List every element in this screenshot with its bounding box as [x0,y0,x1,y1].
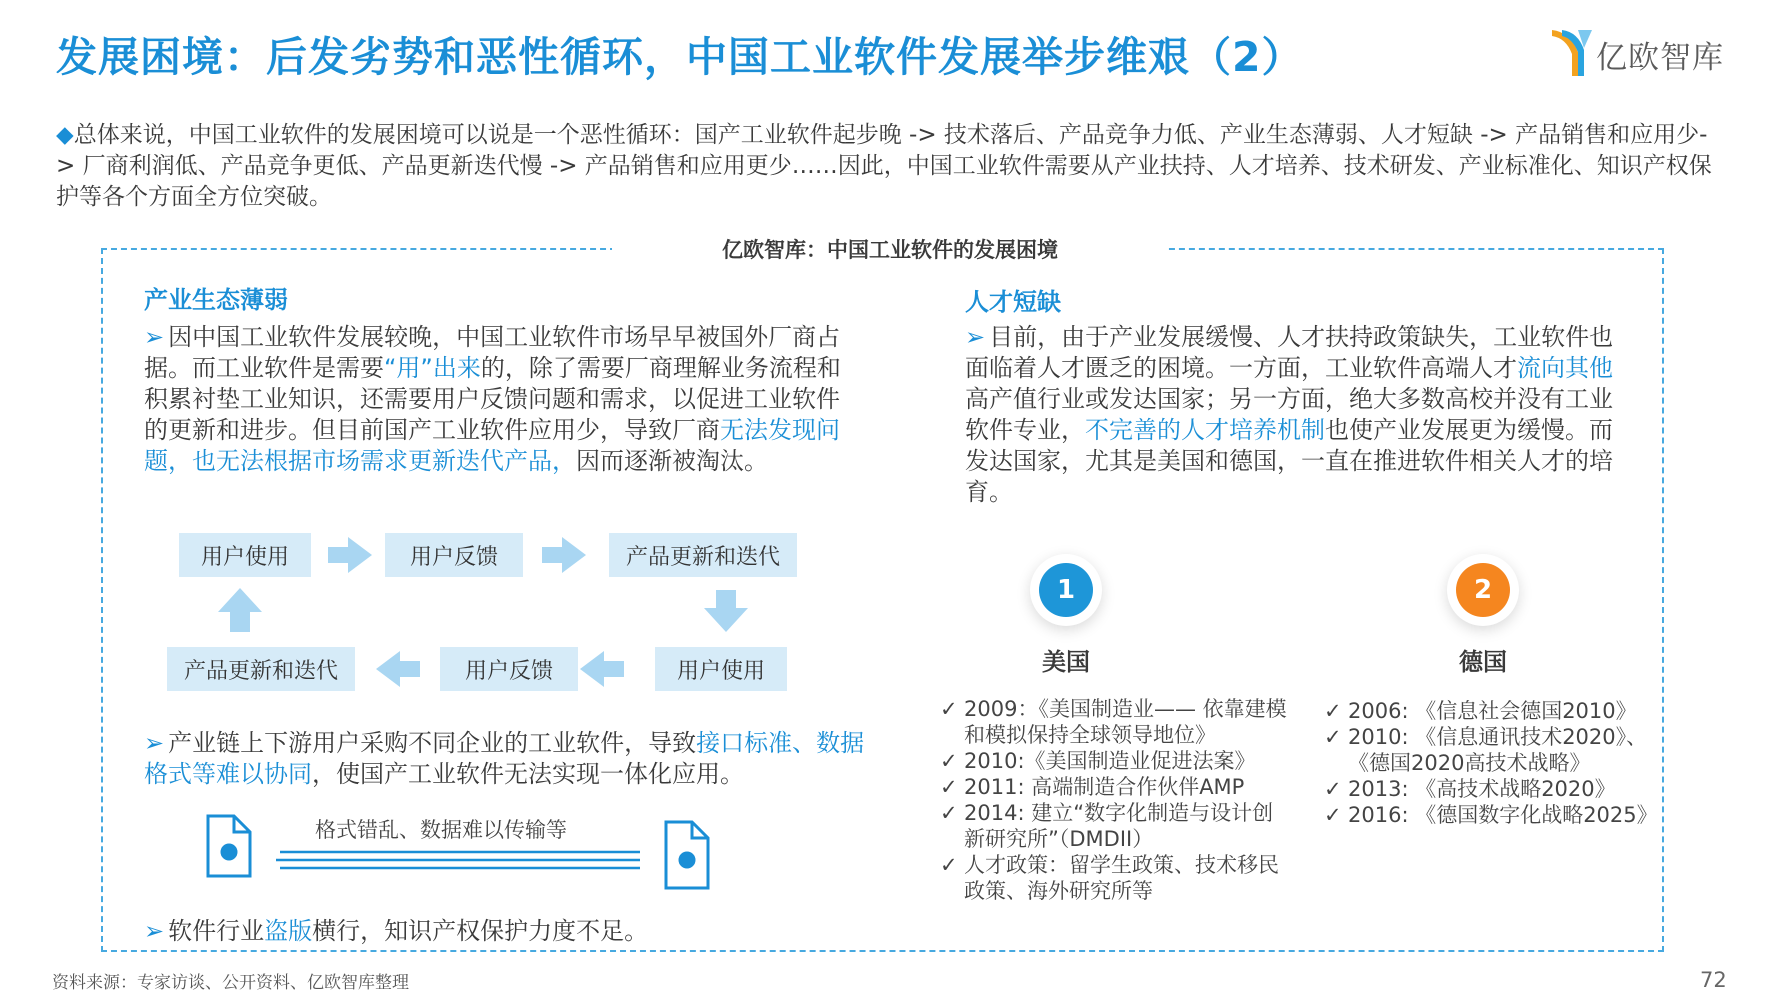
logo-text: 亿欧智库 [1596,40,1724,76]
list-item: ✓ 2016: 《德国数字化战略2025》 [1324,803,1658,827]
list-item: ✓ 2011: 高端制造合作伙伴AMP [940,775,1245,799]
talent-paragraph: ➢ 目前，由于产业发展缓慢、人才扶持政策缺失，工业软件也面临着人才匮乏的困境。一方面，工业软件高端人才流向其他高产值行业或发达国家；另一方面，绝大多数高校并没有工业软件专业，不完善的人才培养机制也使产业发展更为缓慢。而发达国家，尤其是美国和德国，一直在推进软件相关人才的培育。 [965,323,1614,506]
source-note: 资料来源：专家访谈、公开资料、亿欧智库整理 [52,973,409,993]
ecosystem-paragraph-3: ➢ 软件行业盗版横行，知识产权保护力度不足。 [144,917,649,945]
document-gear-icon [208,816,250,876]
logo [1548,26,1748,82]
flow-arrow-left-icon [376,651,420,687]
list-item: ✓ 2010:《美国制造业促进法案》 [940,749,1256,773]
list-item: ✓ 2013: 《高技术战略2020》 [1324,777,1616,801]
arrow-bullet-icon: ➢ [144,917,165,945]
section-heading-ecosystem: 产业生态薄弱 [144,286,288,314]
flow-arrow-right-icon [328,537,372,573]
check-icon: ✓ [1324,777,1342,801]
logo-mark-icon [1548,26,1594,78]
ecosystem-paragraph-2: ➢ 产业链上下游用户采购不同企业的工业软件，导致接口标准、数据格式等难以协同，使国产工业软件无法实现一体化应用。 [144,729,865,788]
flow-arrow-left-icon [580,651,624,687]
arrow-bullet-icon: ➢ [144,729,165,757]
check-icon: ✓ [940,697,958,721]
flow-arrows [0,0,900,760]
flow-box-product-update-bottom: 产品更新和迭代 [167,647,355,691]
check-icon: ✓ [940,749,958,773]
list-item: ✓ 2006: 《信息社会德国2010》 [1324,699,1637,723]
usa-policy-list [940,696,1290,904]
section-heading-talent: 人才短缺 [965,288,1061,316]
flow-box-user-feedback-top: 用户反馈 [385,533,523,577]
flow-box-user-use-top: 用户使用 [179,533,311,577]
transfer-label: 格式错乱、数据难以传输等 [315,818,567,842]
check-icon: ✓ [940,775,958,799]
page-title: 发展困境：后发劣势和恶性循环，中国工业软件发展举步维艰（2） [56,33,1304,81]
frame-title: 亿欧智库：中国工业软件的发展困境 [722,238,1058,262]
germany-label: 德国 [1459,648,1507,676]
flow-box-user-feedback-bottom: 用户反馈 [440,647,578,691]
germany-policy-list [1324,698,1664,828]
check-icon: ✓ [1324,725,1342,749]
page-number: 72 [1700,968,1727,992]
germany-number-badge: 2 [1447,554,1519,626]
check-icon: ✓ [940,853,958,877]
check-icon: ✓ [1324,803,1342,827]
arrow-bullet-icon: ➢ [965,323,986,351]
check-icon: ✓ [1324,699,1342,723]
ecosystem-paragraph-1: ➢ 因中国工业软件发展较晚，中国工业软件市场早早被国外厂商占据。而工业软件是需要“用”出来的，除了需要厂商理解业务流程和积累衬垫工业知识，还需要用户反馈问题和需求，以促进工业软件的更新和进步。但目前国产工业软件应用少，导致厂商无法发现问题，也无法根据市场需求更新迭代产品，因而逐渐被淘汰。 [144,323,841,475]
intro-text: 总体来说，中国工业软件的发展困境可以说是一个恶性循环：国产工业软件起步晚 -> 技术落后、产品竞争力低、产业生态薄弱、人才短缺 -> 产品销售和应用少-> 厂商利润低、产品竞争更低、产品更新迭代慢 -> 产品销售和应用更少……因此，中国工业软件需要从产业扶持、人才培养、技术研发、产业标准化、知识产权保护等各个方面全方位突破。 [56,122,1712,210]
usa-number-badge: 1 [1030,554,1102,626]
diamond-bullet-icon: ◆ [56,122,74,148]
check-icon: ✓ [940,801,958,825]
flow-box-user-use-bottom: 用户使用 [655,647,787,691]
list-item: ✓ 2010: 《信息通讯技术2020》、《德国2020高技术战略》 [1324,725,1648,775]
list-item: ✓ 2014: 建立“数字化制造与设计创新研究所”（DMDII） [940,801,1274,851]
document-gear-icon [666,822,708,888]
flow-arrow-right-icon [542,537,586,573]
flow-arrow-down-icon [704,590,748,632]
usa-label: 美国 [1042,648,1090,676]
arrow-bullet-icon: ➢ [144,323,165,351]
flow-arrow-up-icon [218,588,262,632]
flow-box-product-update-top: 产品更新和迭代 [609,533,797,577]
list-item: ✓ 2009：《美国制造业—— 依靠建模和模拟保持全球领导地位》 [940,697,1287,747]
list-item: ✓ 人才政策：留学生政策、技术移民政策、海外研究所等 [940,853,1279,903]
